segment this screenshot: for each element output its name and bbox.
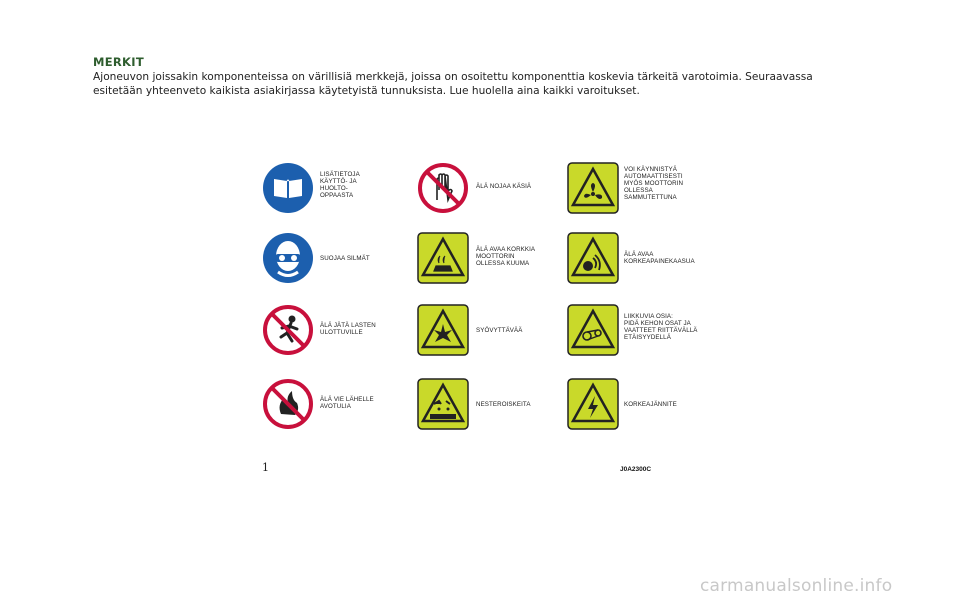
goggles-icon	[262, 232, 314, 284]
sign-label-hand: ÄLÄ NOJAA KÄSIÄ	[476, 183, 532, 190]
flame-icon	[262, 378, 314, 430]
sign-label-hot-surface: ÄLÄ AVAA KORKKIA MOOTTORIN OLLESSA KUUMA	[476, 246, 536, 267]
explosion-icon	[417, 304, 469, 356]
high-voltage-icon	[567, 378, 619, 430]
sign-label-pressure: ÄLÄ AVAA KORKEAPAINEKAASUA	[624, 251, 695, 265]
hot-surface-icon	[417, 232, 469, 284]
intro-paragraph: Ajoneuvon joissakin komponenteissa on värillisiä merkkejä, joissa on osoitettu komponenttia koskevia tärkeitä varotoimia. Seuraavassa esitetään yhteenveto kaikista asiakirjassa käytetyistä tunnuksista. Lue huolella aina kaikki varoitukset.	[93, 71, 813, 97]
section-heading: MERKIT	[93, 55, 144, 69]
corrosive-icon	[417, 378, 469, 430]
sign-label-high-voltage: KORKEAJÄNNITE	[624, 401, 677, 408]
child-icon	[262, 304, 314, 356]
book-icon	[262, 162, 314, 214]
sign-label-child: ÄLÄ JÄTÄ LASTEN ULOTTUVILLE	[320, 322, 376, 336]
sign-label-fan: VOI KÄYNNISTYÄ AUTOMAATTISESTI MYÖS MOOTTORIN OLLESSA SAMMUTETTUNA	[624, 166, 684, 201]
figure-code: J0A2300C	[620, 466, 652, 473]
sign-label-belt: LIIKKUVIA OSIA: PIDÄ KEHON OSAT JA VAATTEET RIITTÄVÄLLÄ ETÄISYYDELLÄ	[624, 313, 698, 341]
sign-label-flame: ÄLÄ VIE LÄHELLE AVOTULIA	[320, 396, 374, 410]
pressure-icon	[567, 232, 619, 284]
sign-label-book: LISÄTIETOJA KÄYTTÖ- JA HUOLTO- OPPAASTA	[320, 171, 360, 199]
fan-icon	[567, 162, 619, 214]
symbols-figure	[252, 150, 722, 450]
page-number: 1	[262, 461, 269, 474]
sign-label-explosion: SYÖVYTTÄVÄÄ	[476, 327, 523, 334]
sign-label-corrosive: NESTEROISKEITA	[476, 401, 531, 408]
watermark: carmanualsonline.info	[700, 576, 893, 596]
belt-icon	[567, 304, 619, 356]
hand-icon	[417, 162, 469, 214]
sign-label-goggles: SUOJAA SILMÄT	[320, 255, 370, 262]
